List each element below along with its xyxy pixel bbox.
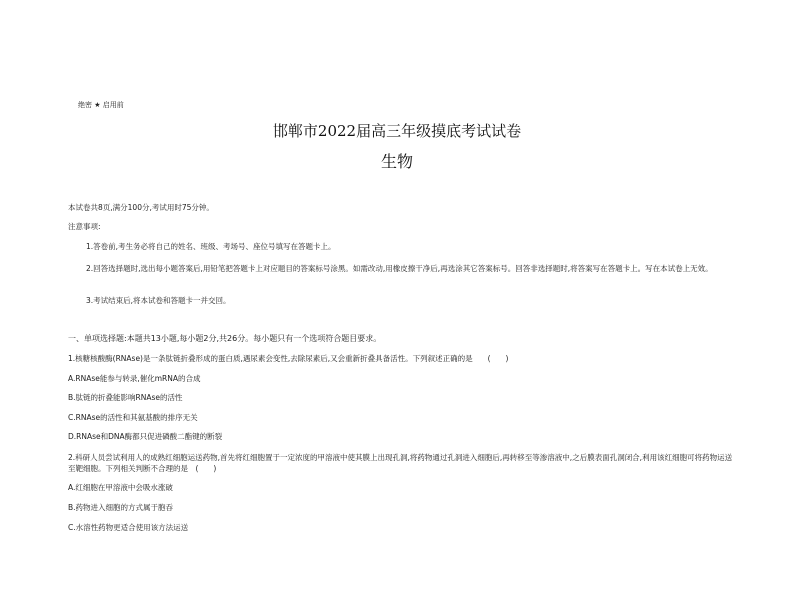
exam-info: 本试卷共8页,满分100分,考试用时75分钟。 — [68, 203, 214, 212]
notice-title: 注意事项: — [68, 222, 101, 231]
section-heading: 一、单项选择题:本题共13小题,每小题2分,共26分。每小题只有一个选项符合题目要求。 — [68, 334, 382, 343]
question-option: A.红细胞在甲溶液中会吸水涨破 — [68, 483, 173, 492]
notice-item: 3.考试结束后,将本试卷和答题卡一并交回。 — [86, 296, 231, 305]
question-option: A.RNAse能参与转录,催化mRNA的合成 — [68, 374, 201, 383]
question-option: C.水溶性药物更适合使用该方法运送 — [68, 523, 189, 532]
question-stem: 1.核糖核酸酶(RNAse)是一条肽链折叠形成的蛋白质,遇尿素会变性,去除尿素后,又会重新折叠具备活性。下列叙述正确的是 ( ) — [68, 354, 509, 363]
confidential-label: 绝密 ★ 启用前 — [78, 101, 124, 109]
question-stem: 2.科研人员尝试利用人的成熟红细胞运送药物,首先将红细胞置于一定浓度的甲溶液中使其膜上出现孔洞,将药物通过孔洞进入细胞后,再转移至等渗溶液中,之后膜表面孔洞闭合,利用该红细胞可将药物运送至靶细胞。下列相关判断不合理的是 ( ) — [68, 453, 733, 473]
question-option: B.药物进入细胞的方式属于胞吞 — [68, 503, 174, 512]
notice-item: 2.回答选择题时,选出每小题答案后,用铅笔把答题卡上对应题目的答案标号涂黑。如需改动,用橡皮擦干净后,再选涂其它答案标号。回答非选择题时,将答案写在答题卡上。写在本试卷上无效。 — [86, 264, 713, 273]
exam-title: 邯郸市2022届高三年级摸底考试试卷 — [272, 122, 522, 140]
question-option: C.RNAse的活性和其氨基酸的排序无关 — [68, 413, 198, 422]
subject-title: 生物 — [380, 152, 413, 171]
question-option: D.RNAse和DNA酶都只促进磷酸二酯键的断裂 — [68, 432, 223, 441]
question-option: B.肽链的折叠能影响RNAse的活性 — [68, 393, 183, 402]
notice-item: 1.答卷前,考生务必将自己的姓名、班级、考场号、座位号填写在答题卡上。 — [86, 242, 336, 251]
